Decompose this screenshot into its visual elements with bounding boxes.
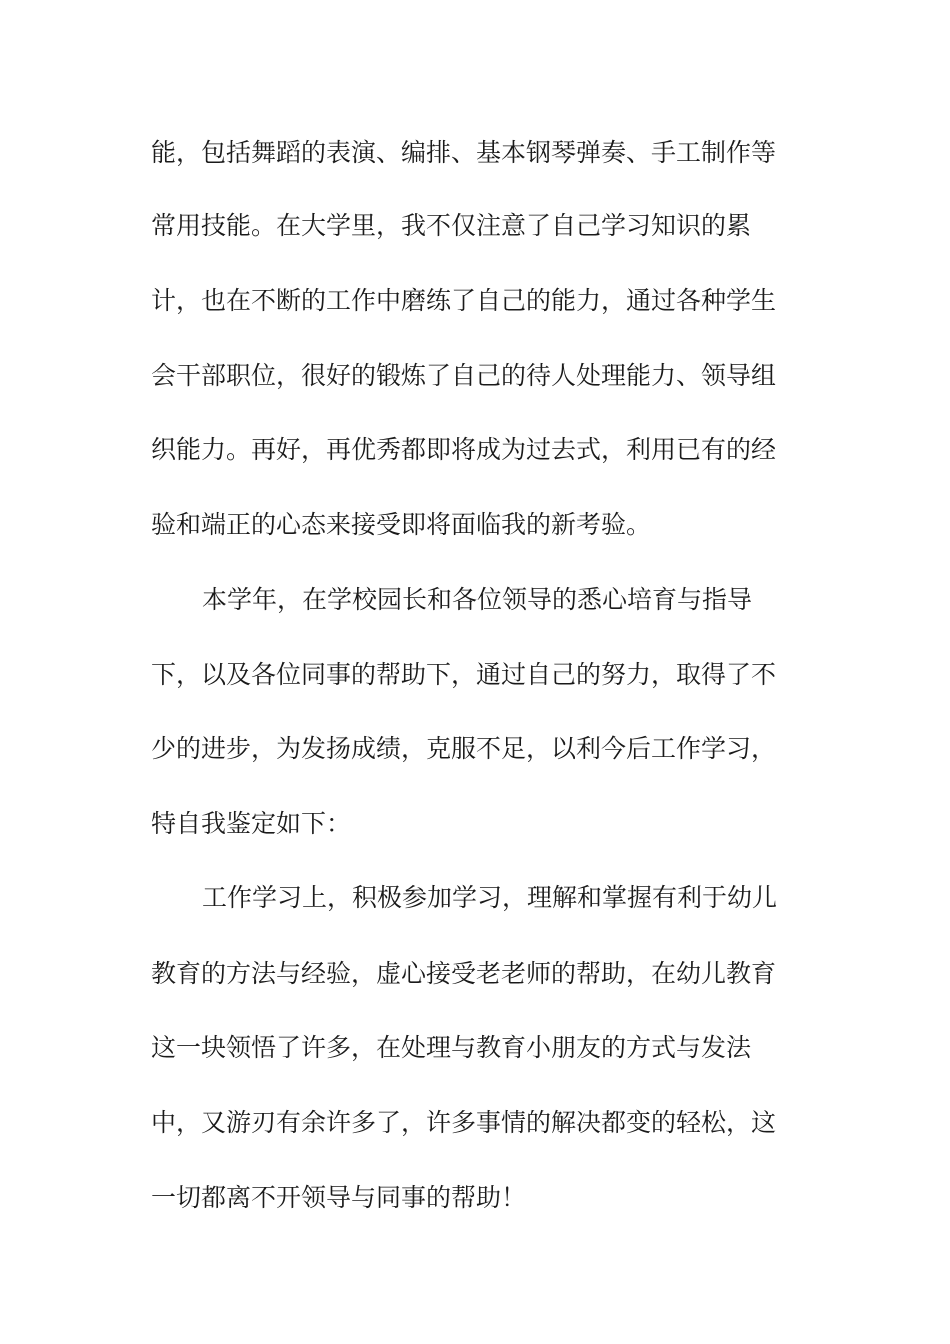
paragraph-3-line-5: 一切都离不开领导与同事的帮助！ [151, 1183, 527, 1212]
paragraph-3-line-4: 中，又游刃有余许多了，许多事情的解决都变的轻松，这 [151, 1108, 777, 1137]
paragraph-2-line-2: 下，以及各位同事的帮助下，通过自己的努力，取得了不 [151, 660, 777, 689]
text-line-4: 会干部职位，很好的锻炼了自己的待人处理能力、领导组 [151, 361, 777, 390]
text-line-5: 织能力。再好，再优秀都即将成为过去式，利用已有的经 [151, 435, 777, 464]
text-line-1: 能，包括舞蹈的表演、编排、基本钢琴弹奏、手工制作等 [151, 138, 777, 167]
paragraph-2-line-3: 少的进步，为发扬成绩，克服不足，以利今后工作学习， [151, 734, 777, 763]
paragraph-3-line-2: 教育的方法与经验，虚心接受老老师的帮助，在幼儿教育 [151, 959, 777, 988]
paragraph-3-line-1: 工作学习上，积极参加学习，理解和掌握有利于幼儿 [202, 883, 778, 912]
paragraph-2-line-1: 本学年，在学校园长和各位领导的悉心培育与指导 [202, 585, 753, 614]
paragraph-2-line-4: 特自我鉴定如下： [151, 809, 352, 838]
text-line-2: 常用技能。在大学里，我不仅注意了自己学习知识的累 [151, 211, 752, 240]
paragraph-3-line-3: 这一块领悟了许多，在处理与教育小朋友的方式与发法 [151, 1033, 752, 1062]
text-line-3: 计，也在不断的工作中磨练了自己的能力，通过各种学生 [151, 286, 777, 315]
text-line-6: 验和端正的心态来接受即将面临我的新考验。 [151, 510, 652, 539]
